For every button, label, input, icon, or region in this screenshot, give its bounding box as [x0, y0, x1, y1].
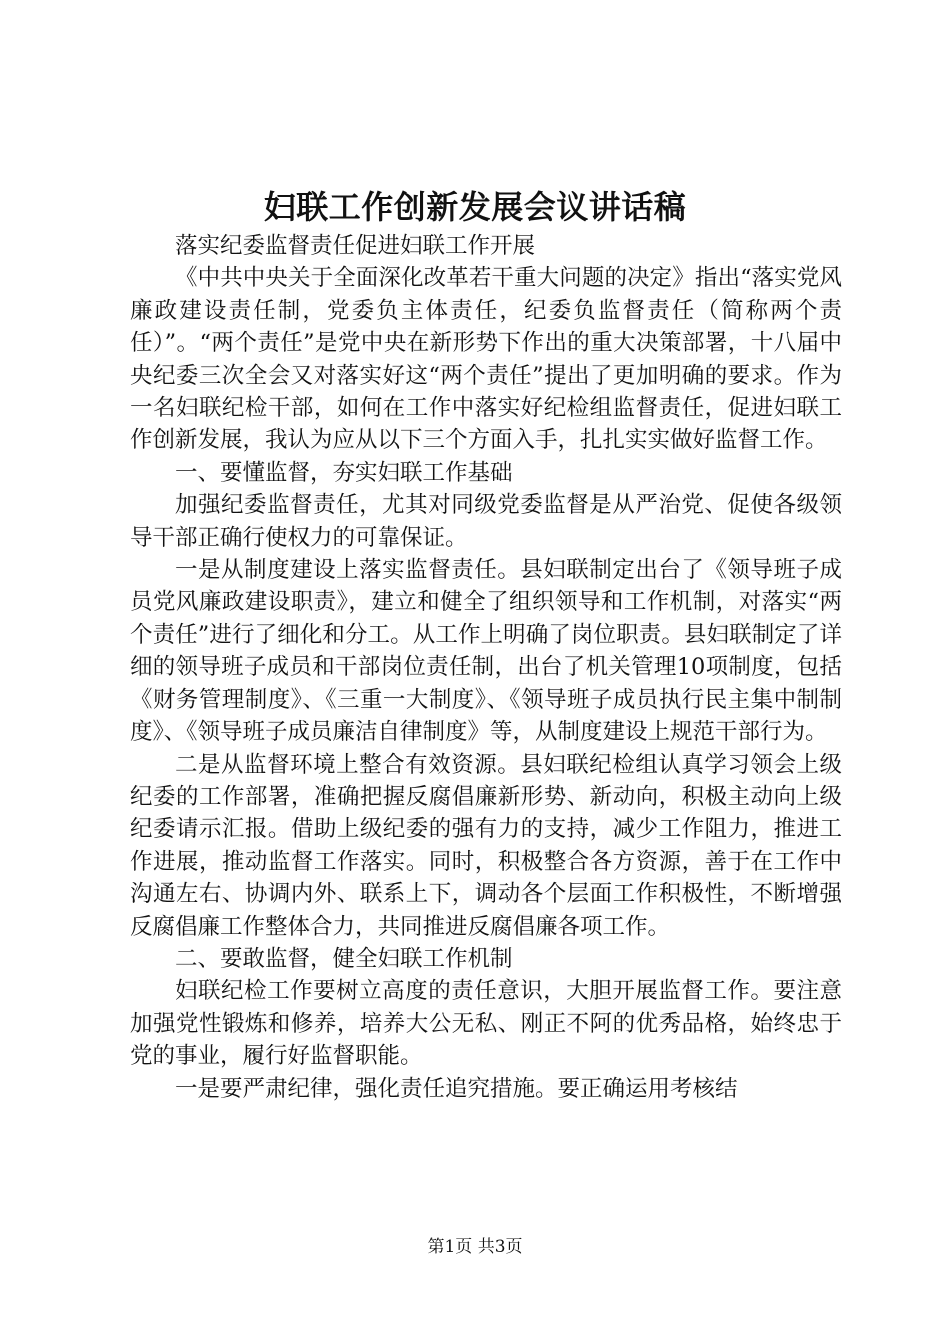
page-number: 第1页 共3页: [427, 1237, 523, 1257]
body-paragraph: 妇联纪检工作要树立高度的责任意识，大胆开展监督工作。要注意加强党性锻炼和修养，培养大公无私、刚正不阿的优秀品格，始终忠于党的事业，履行好监督职能。: [130, 978, 842, 1070]
section-heading: 一、要懂监督，夯实妇联工作基础: [175, 459, 513, 486]
body-paragraph: 二是从监督环境上整合有效资源。县妇联纪检组认真学习领会上级纪委的工作部署，准确把握反腐倡廉新形势、新动向，积极主动向上级纪委请示汇报。借助上级纪委的强有力的支持，减少工作阻力，推进工作进展，推动监督工作落实。同时，积极整合各方资源，善于在工作中沟通左右、协调内外、联系上下，调动各个层面工作积极性，不断增强反腐倡廉工作整体合力，共同推进反腐倡廉各项工作。: [130, 751, 842, 940]
document-body: [130, 230, 842, 1105]
body-paragraph: 加强纪委监督责任，尤其对同级党委监督是从严治党、促使各级领导干部正确行使权力的可靠保证。: [130, 492, 842, 551]
document-title: 妇联工作创新发展会议讲话稿: [263, 188, 687, 226]
body-paragraph: 一是从制度建设上落实监督责任。县妇联制定出台了《领导班子成员党风廉政建设职责》，建立和健全了组织领导和工作机制，对落实“两个责任”进行了细化和分工。从工作上明确了岗位职责。县妇联制定了详细的领导班子成员和干部岗位责任制，出台了机关管理10项制度，包括《财务管理制度》、《三重一大制度》、《领导班子成员执行民主集中制制度》、《领导班子成员廉洁自律制度》等，从制度建设上规范干部行为。: [130, 557, 842, 746]
body-paragraph: 《中共中央关于全面深化改革若干重大问题的决定》指出“落实党风廉政建设责任制，党委负主体责任，纪委负监督责任（简称两个责任）”。“两个责任”是党中央在新形势下作出的重大决策部署，十八届中央纪委三次全会又对落实好这“两个责任”提出了更加明确的要求。作为一名妇联纪检干部，如何在工作中落实好纪检组监督责任，促进妇联工作创新发展，我认为应从以下三个方面入手，扎扎实实做好监督工作。: [130, 265, 842, 454]
body-paragraph: 一是要严肃纪律，强化责任追究措施。要正确运用考核结: [175, 1075, 738, 1102]
section-heading: 二、要敢监督，健全妇联工作机制: [175, 945, 513, 972]
subtitle-paragraph: 落实纪委监督责任促进妇联工作开展: [175, 233, 536, 259]
